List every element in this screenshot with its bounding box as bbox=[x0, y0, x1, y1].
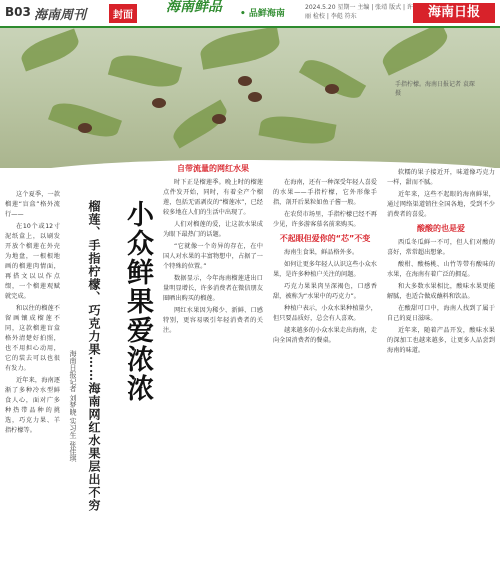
body-paragraph: 近年来，这些不起眼的海南鲜果，通过网络渠道销往全国各地，受到不少消费者的喜爱。 bbox=[387, 191, 495, 218]
body-paragraph: 和大多数水果相比，酸味水果更能解腻，也适合做成蘸料和饮品。 bbox=[387, 283, 495, 300]
page-header bbox=[0, 0, 500, 28]
body-paragraph: 在酸甜可口中，海南人找到了属于自己的夏日滋味。 bbox=[387, 305, 495, 322]
issue-meta: 2024.5.20 星期一 主编 | 张靖 版式 | 许丽 检校 | 李彪 符东 bbox=[305, 4, 413, 20]
body-paragraph: 西瓜冬瓜鲜一不可，但人们对酸的喜好，常常超出想象。 bbox=[387, 239, 495, 256]
body-paragraph: 在农贸市场里，手指柠檬已经不再少见，许多游客慕名前来购买。 bbox=[273, 211, 377, 228]
body-paragraph: 越来越多的小众水果走出海南，走向全国消费者的餐桌。 bbox=[273, 327, 377, 344]
cover-photo bbox=[0, 28, 500, 168]
photo-leaf bbox=[169, 99, 232, 148]
photo-leaf bbox=[299, 53, 366, 105]
body-paragraph: 软糯的果子接近开，味道像巧克力一样，甜而不腻。 bbox=[387, 169, 495, 186]
body-paragraph: 人们对榴莲的爱，让这款水果成为眼下最热门的话题。 bbox=[163, 221, 263, 238]
body-paragraph: 海南生食果，鲜品格外多。 bbox=[284, 249, 359, 256]
body-paragraph: 巧克力果果肉呈深褐色，口感香甜，被称为“水果中的巧克力”。 bbox=[273, 283, 377, 300]
body-paragraph: 近年来，随着产品开发，酸味水果的深加工也越来越多，让更多人品尝到海南的味道。 bbox=[387, 327, 495, 354]
photo-fruit bbox=[238, 76, 252, 86]
photo-leaf bbox=[198, 28, 282, 70]
column-title: 海南鲜品 bbox=[166, 0, 222, 15]
body-paragraph: 数据显示，今年海南榴莲进出口量明显增长，许多消费者在微信朋友圈晒出购买的榴莲。 bbox=[163, 275, 263, 302]
body-column-2 bbox=[273, 178, 377, 348]
body-paragraph: 如何让更多年轻人认识这些小众水果，是许多种植户关注的问题。 bbox=[273, 261, 377, 278]
article-title: 小众鲜果爱浓浓 bbox=[122, 200, 153, 403]
photo-caption: 手指柠檬。海南日报记者 袁琛 摄 bbox=[395, 81, 475, 97]
section-heading: 自带流量的网红水果 bbox=[177, 164, 249, 173]
photo-fruit bbox=[212, 114, 226, 124]
body-paragraph: “它就像一个奇异的存在，在中国人对水果的丰富物想中，占据了一个特殊的位置。” bbox=[163, 243, 263, 270]
newspaper-logo: 海南日报 bbox=[413, 3, 495, 23]
headline-block bbox=[69, 200, 154, 580]
page-code: B03 bbox=[5, 5, 31, 19]
body-paragraph: 网红水果因为稀少、新鲜、口感特别，更容易吸引年轻消费者的关注。 bbox=[163, 307, 263, 334]
photo-leaf bbox=[258, 112, 336, 149]
body-paragraph: 酸柑、酸杨桃、山竹等带有酸味的水果，在海南有着广泛的拥趸。 bbox=[387, 261, 495, 278]
body-column-3 bbox=[387, 168, 495, 358]
body-paragraph: 种植户表示，小众水果种植量少，但只要品质好，总会有人喜欢。 bbox=[273, 305, 377, 322]
photo-fruit bbox=[248, 92, 262, 102]
lead-paragraph: 和以往的榴莲不留画镶成榴莲不同，这款榴莲盲盒格外清楚好拍照，也不用担心动用，它的装去可以也很有发力。 bbox=[5, 305, 60, 372]
article-byline: 海南日报记者 刘梦晓 实习生 张佳琪 bbox=[69, 350, 77, 462]
body-column-1 bbox=[163, 160, 263, 338]
body-paragraph: 在海南，还有一种深受年轻人喜爱的水果——手指柠檬，它外形像手指，剖开后果粒如鱼子酱一般。 bbox=[273, 179, 377, 206]
section-tag: 封面 bbox=[109, 4, 137, 23]
article-subtitle: 榴莲、手指柠檬、巧克力果……海南网红水果层出不穷 bbox=[87, 200, 101, 512]
lead-paragraph: 近年来，海南逐渐了多种冷水型鲜食人心，面对广多种热带品种的挑选，巧克力果、羊指柠檬等。 bbox=[5, 377, 60, 434]
body-paragraph: 时下正是榴莲季。晚上时的榴莲点件发开始，同时，有着全产个榴莲，包括无需剥皮的“榴莲冰”，已经较多地在人们的生活中出现了。 bbox=[163, 179, 263, 216]
photo-fruit bbox=[152, 98, 166, 108]
photo-fruit bbox=[325, 84, 339, 94]
brand-title: 海南周刊 bbox=[34, 8, 87, 23]
photo-leaf bbox=[108, 49, 182, 92]
section-heading: 酸酸的也是爱 bbox=[417, 224, 465, 233]
photo-fruit bbox=[78, 123, 92, 133]
lead-paragraph: 这个夏季，一款榴莲“盲盒”格外流行—— bbox=[5, 191, 60, 218]
section-heading: 不起眼但爱你的“芯”不变 bbox=[279, 234, 371, 243]
photo-leaf bbox=[378, 28, 452, 76]
photo-leaf bbox=[18, 28, 83, 71]
photo-leaf bbox=[48, 97, 122, 143]
lead-paragraph: 在10个或12寸泥纸盒上，以刷发开放个榴莲在外壳为地盘，一根根地画的榴莲肉情面，再搭文以以作点缀，一个榴莲观赋就完成。 bbox=[5, 223, 60, 300]
lead-column bbox=[5, 190, 60, 438]
column-subtitle: • 品鲜海南 bbox=[240, 9, 285, 19]
